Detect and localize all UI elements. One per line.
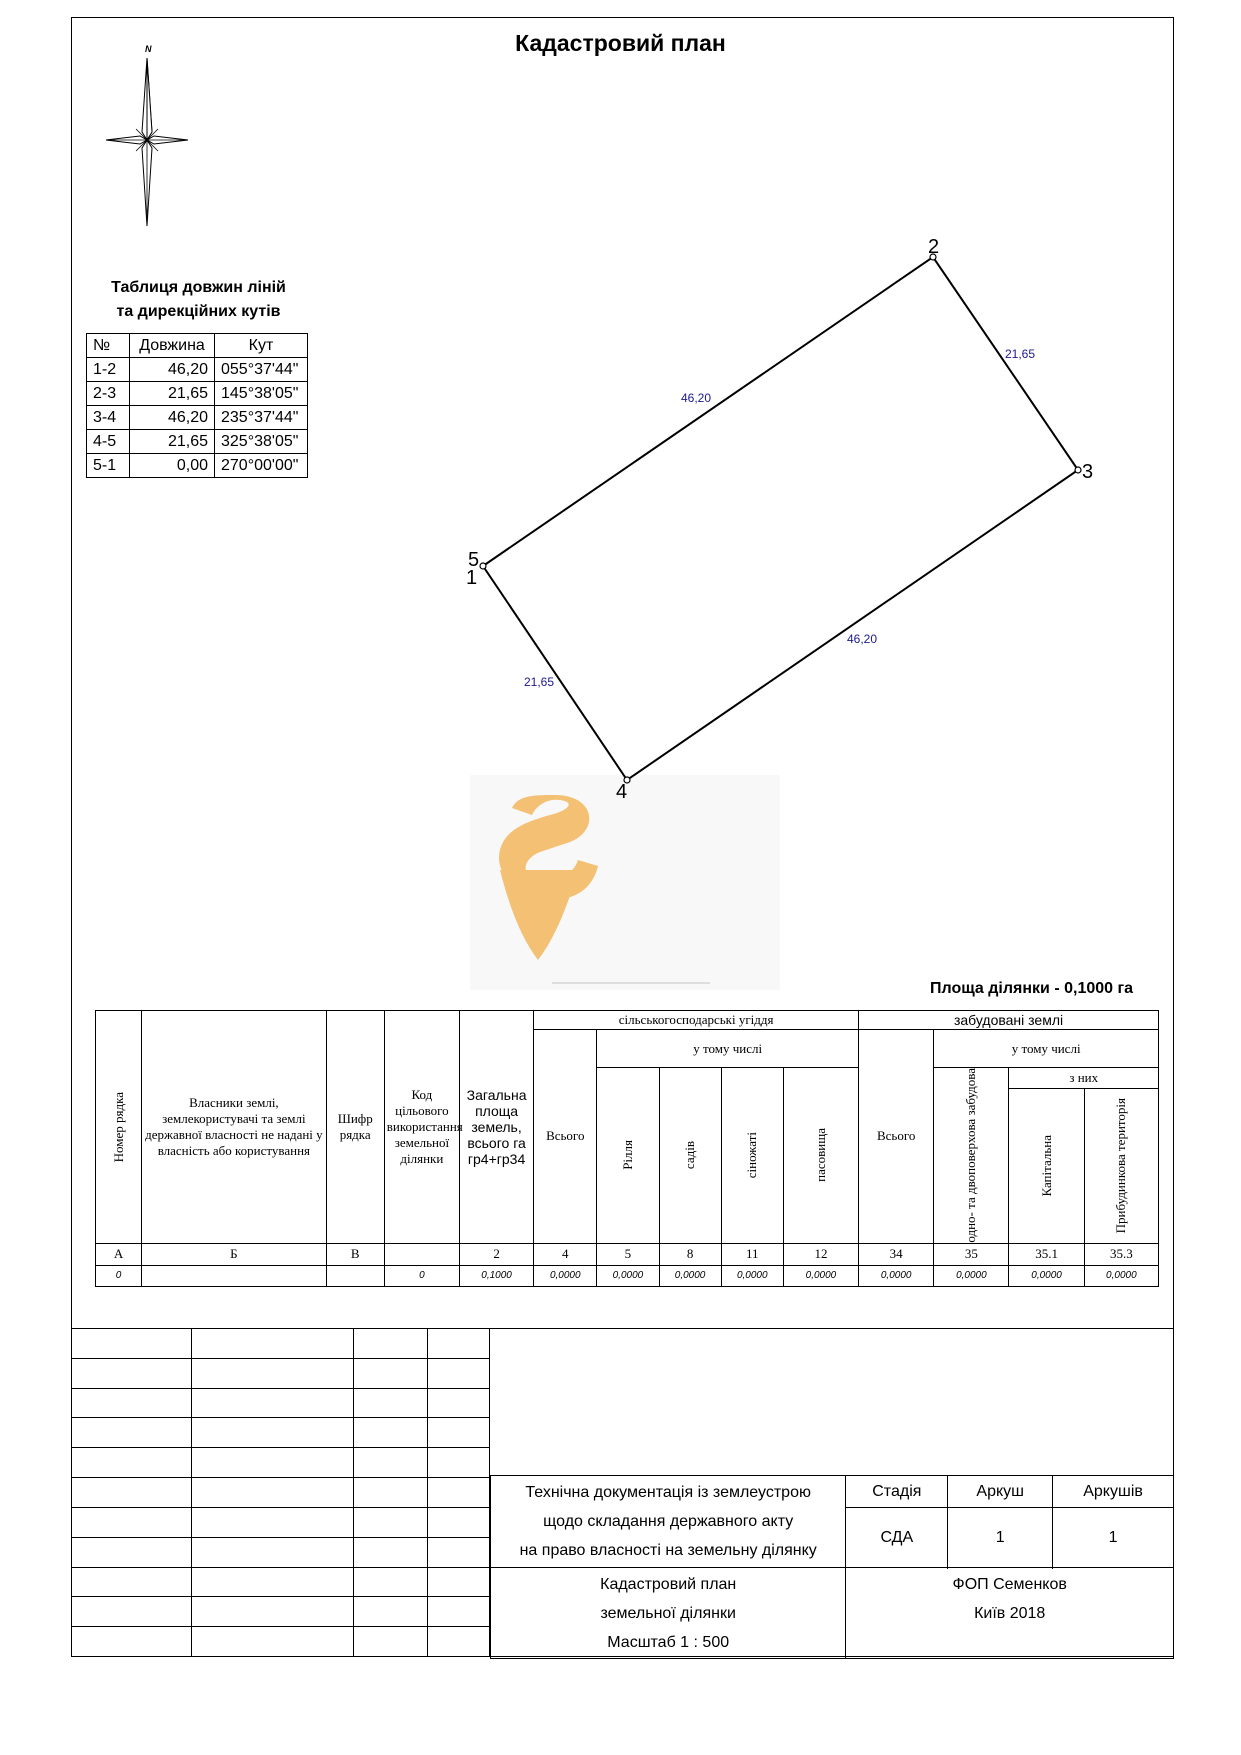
segment-length: 46,20 bbox=[130, 358, 215, 382]
header-cipher: Шифр рядка bbox=[326, 1011, 384, 1244]
column-code: 35.3 bbox=[1084, 1243, 1158, 1265]
doc-line: на право власності на земельну ділянку bbox=[519, 1542, 817, 1559]
lines-header-no: № bbox=[87, 334, 130, 358]
header-row-number: Номер рядка bbox=[96, 1011, 142, 1244]
header-lowrise: одно- та двоповерхова забудова bbox=[934, 1068, 1009, 1244]
table-row bbox=[96, 1243, 1159, 1265]
header-yard: Прибудинкова територія bbox=[1084, 1089, 1158, 1243]
cell-value: 0,1000 bbox=[459, 1265, 533, 1286]
lines-table-title-line1: Таблиця довжин ліній bbox=[111, 279, 286, 296]
column-code: 11 bbox=[721, 1243, 783, 1265]
point-3-marker bbox=[1075, 467, 1081, 473]
column-code: 35 bbox=[934, 1243, 1009, 1265]
sheets-value: 1 bbox=[1053, 1508, 1174, 1568]
segment-id: 2-3 bbox=[87, 382, 130, 406]
doc-line: щодо складання державного акту bbox=[543, 1513, 794, 1530]
segment-length: 46,20 bbox=[130, 406, 215, 430]
lines-table-title-line2: та дирекційних кутів bbox=[116, 303, 281, 320]
cell-value: 0,0000 bbox=[534, 1265, 597, 1286]
column-code: Б bbox=[142, 1243, 327, 1265]
header-built-incl: у тому числі bbox=[934, 1030, 1159, 1068]
point-label: 3 bbox=[1082, 461, 1094, 483]
edge-label: 46,20 bbox=[847, 632, 878, 646]
header-agricultural: сільськогосподарські угіддя bbox=[534, 1011, 859, 1030]
cell-value: 0,0000 bbox=[1084, 1265, 1158, 1286]
page-title: Кадастровий план bbox=[515, 30, 726, 56]
title-block bbox=[490, 1475, 1174, 1657]
parcel-boundary bbox=[483, 257, 1078, 780]
stage-value: СДА bbox=[846, 1508, 948, 1568]
column-code: В bbox=[326, 1243, 384, 1265]
header-arable: Рілля bbox=[597, 1068, 659, 1244]
segment-angle: 270°00'00" bbox=[215, 454, 308, 478]
column-code: А bbox=[96, 1243, 142, 1265]
column-code: 35.1 bbox=[1009, 1243, 1084, 1265]
segment-id: 3-4 bbox=[87, 406, 130, 430]
segment-angle: 145°38'05" bbox=[215, 382, 308, 406]
cell-value: 0 bbox=[96, 1265, 142, 1286]
watermark-logo bbox=[470, 775, 780, 990]
point-label: 1 bbox=[466, 567, 478, 589]
segment-length: 0,00 bbox=[130, 454, 215, 478]
plan-line: Кадастровий план bbox=[600, 1575, 737, 1593]
land-use-table bbox=[95, 1010, 1159, 1287]
column-code: 5 bbox=[597, 1243, 659, 1265]
header-agri-incl: у тому числі bbox=[597, 1030, 859, 1068]
column-code: 2 bbox=[459, 1243, 533, 1265]
parcel-area: Площа ділянки - 0,1000 га bbox=[930, 980, 1134, 997]
document-description bbox=[491, 1476, 846, 1568]
cell-value bbox=[326, 1265, 384, 1286]
header-pastures: пасовища bbox=[783, 1068, 858, 1244]
point-1-marker bbox=[480, 563, 486, 569]
header-gardens: садів bbox=[659, 1068, 721, 1244]
plan-line: земельної ділянки bbox=[600, 1604, 736, 1622]
header-built: забудовані землі bbox=[859, 1011, 1159, 1030]
header-total: Загальна площа земель, всього га гр4+гр34 bbox=[459, 1011, 533, 1244]
sheet-value: 1 bbox=[948, 1508, 1053, 1568]
cell-value: 0 bbox=[384, 1265, 459, 1286]
organization-name: ФОП Семенков bbox=[952, 1576, 1067, 1593]
revision-grid bbox=[71, 1328, 490, 1657]
lines-header-angle: Кут bbox=[215, 334, 308, 358]
segment-length: 21,65 bbox=[130, 382, 215, 406]
header-of-them: з них bbox=[1009, 1068, 1159, 1089]
cell-value: 0,0000 bbox=[783, 1265, 858, 1286]
edge-label: 46,20 bbox=[681, 391, 712, 405]
edge-label: 21,65 bbox=[524, 675, 555, 689]
point-label: 2 bbox=[928, 236, 940, 258]
sheet-label: Аркуш bbox=[948, 1476, 1053, 1508]
cell-value: 0,0000 bbox=[597, 1265, 659, 1286]
north-label: N bbox=[145, 44, 152, 54]
sheets-label: Аркушів bbox=[1053, 1476, 1174, 1508]
segment-id: 5-1 bbox=[87, 454, 130, 478]
header-hayfields: сіножаті bbox=[721, 1068, 783, 1244]
point-label: 5 bbox=[468, 549, 480, 571]
column-code: 4 bbox=[534, 1243, 597, 1265]
lines-header-length: Довжина bbox=[130, 334, 215, 358]
point-label: 4 bbox=[616, 781, 628, 803]
header-agri-total: Всього bbox=[534, 1030, 597, 1244]
stage-label: Стадія bbox=[846, 1476, 948, 1508]
cell-value: 0,0000 bbox=[721, 1265, 783, 1286]
plan-description bbox=[491, 1568, 846, 1659]
segment-angle: 235°37'44" bbox=[215, 406, 308, 430]
cell-value bbox=[142, 1265, 327, 1286]
segment-id: 1-2 bbox=[87, 358, 130, 382]
cell-value: 0,0000 bbox=[659, 1265, 721, 1286]
header-capital: Капітальна bbox=[1009, 1089, 1084, 1243]
segment-angle: 325°38'05" bbox=[215, 430, 308, 454]
edge-label: 21,65 bbox=[1005, 347, 1036, 361]
cell-value: 0,0000 bbox=[934, 1265, 1009, 1286]
place-year: Київ 2018 bbox=[974, 1605, 1046, 1622]
cell-value: 0,0000 bbox=[859, 1265, 934, 1286]
header-owners: Власники землі, землекористувачі та землі державної власності не надані у власність або користування bbox=[142, 1011, 327, 1244]
organization bbox=[846, 1568, 1174, 1659]
cell-value: 0,0000 bbox=[1009, 1265, 1084, 1286]
column-code: 8 bbox=[659, 1243, 721, 1265]
segment-angle: 055°37'44" bbox=[215, 358, 308, 382]
header-code: Код цільового використання земельної ділянки bbox=[384, 1011, 459, 1244]
segment-id: 4-5 bbox=[87, 430, 130, 454]
segment-length: 21,65 bbox=[130, 430, 215, 454]
doc-line: Технічна документація із землеустрою bbox=[525, 1484, 811, 1501]
column-code: 12 bbox=[783, 1243, 858, 1265]
header-built-total: Всього bbox=[859, 1030, 934, 1244]
table-row bbox=[96, 1265, 1159, 1286]
column-code bbox=[384, 1243, 459, 1265]
plan-scale: Масштаб 1 : 500 bbox=[607, 1633, 730, 1651]
column-code: 34 bbox=[859, 1243, 934, 1265]
